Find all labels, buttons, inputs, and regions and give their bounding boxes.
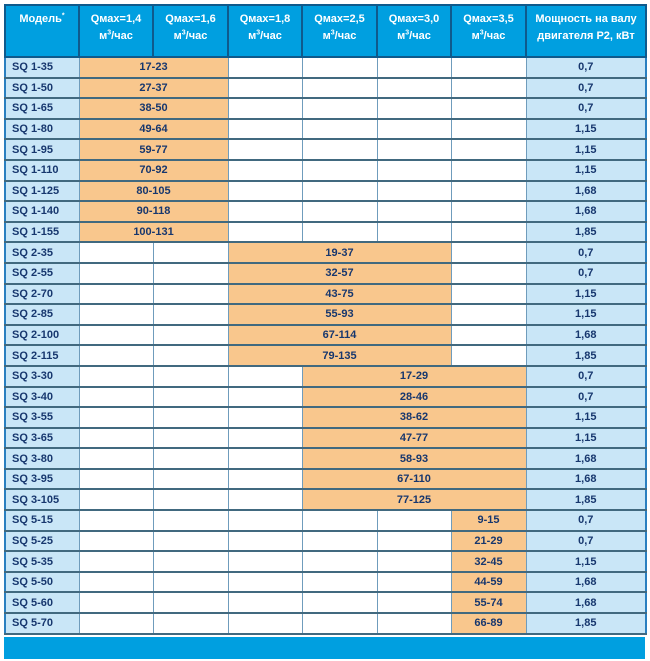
model-cell: SQ 1-80 [5, 119, 79, 140]
header-model-footnote-mark: * [61, 12, 65, 20]
empty-cell [377, 572, 451, 593]
power-cell: 1,68 [526, 592, 646, 613]
table-row [5, 572, 646, 593]
qmax-unit-line: $м^3$/час [322, 29, 357, 42]
empty-cell [451, 304, 526, 325]
model-cell: SQ 5-35 [5, 551, 79, 572]
header-row [5, 5, 646, 57]
empty-cell [153, 242, 228, 263]
model-cell: SQ 1-155 [5, 222, 79, 243]
table-row [5, 263, 646, 284]
empty-cell [377, 613, 451, 634]
head-range-cell: 17-29 [302, 366, 526, 387]
empty-cell [228, 407, 302, 428]
model-cell: SQ 5-25 [5, 531, 79, 552]
head-range-cell: 28-46 [302, 387, 526, 408]
model-cell: SQ 2-85 [5, 304, 79, 325]
head-range-cell: 43-75 [228, 284, 451, 305]
empty-cell [451, 57, 526, 78]
empty-cell [377, 119, 451, 140]
power-cell: 0,7 [526, 510, 646, 531]
table-row [5, 304, 646, 325]
qmax-value-line: Qмах=1,4 [90, 13, 142, 25]
header-power-line1: Мощность на валу [535, 13, 637, 25]
empty-cell [377, 531, 451, 552]
empty-cell [79, 387, 153, 408]
empty-cell [377, 98, 451, 119]
head-range-cell: 21-29 [451, 531, 526, 552]
model-cell: SQ 3-65 [5, 428, 79, 449]
empty-cell [377, 510, 451, 531]
empty-cell [79, 489, 153, 510]
empty-cell [228, 139, 302, 160]
empty-cell [228, 181, 302, 202]
head-range-cell: 77-125 [302, 489, 526, 510]
model-cell: SQ 1-50 [5, 78, 79, 99]
pump-qmax-table [4, 4, 647, 635]
empty-cell [228, 366, 302, 387]
table-row [5, 139, 646, 160]
qmax-unit-line: $м^3$/час [248, 29, 282, 42]
empty-cell [228, 572, 302, 593]
empty-cell [228, 98, 302, 119]
qmax-value-line: Qмах=3,5 [463, 13, 514, 25]
empty-cell [153, 592, 228, 613]
power-cell: 1,68 [526, 201, 646, 222]
empty-cell [153, 572, 228, 593]
empty-cell [377, 160, 451, 181]
empty-cell [228, 160, 302, 181]
power-cell: 0,7 [526, 387, 646, 408]
table-row [5, 510, 646, 531]
head-range-cell: 27-37 [79, 78, 228, 99]
empty-cell [153, 284, 228, 305]
power-cell: 1,68 [526, 572, 646, 593]
empty-cell [377, 222, 451, 243]
header-qmax-5 [377, 5, 451, 57]
empty-cell [302, 119, 377, 140]
power-cell: 0,7 [526, 531, 646, 552]
model-cell: SQ 3-40 [5, 387, 79, 408]
head-range-cell: 19-37 [228, 242, 451, 263]
qmax-value-line: Qмах=1,6 [165, 13, 216, 25]
empty-cell [228, 613, 302, 634]
table-row [5, 345, 646, 366]
empty-cell [153, 366, 228, 387]
head-range-cell: 100-131 [79, 222, 228, 243]
table-row [5, 407, 646, 428]
empty-cell [153, 510, 228, 531]
power-cell: 1,68 [526, 181, 646, 202]
power-cell: 0,7 [526, 242, 646, 263]
head-range-cell: 38-62 [302, 407, 526, 428]
head-range-cell: 90-118 [79, 201, 228, 222]
empty-cell [79, 304, 153, 325]
header-power-line2: двигателя P2, кВт [537, 30, 635, 42]
power-cell: 1,85 [526, 222, 646, 243]
power-cell: 1,15 [526, 139, 646, 160]
empty-cell [451, 78, 526, 99]
model-cell: SQ 2-100 [5, 325, 79, 346]
power-cell: 1,68 [526, 325, 646, 346]
qmax-unit-line: $м^3$/час [471, 29, 506, 42]
empty-cell [228, 551, 302, 572]
table-row [5, 181, 646, 202]
empty-cell [228, 428, 302, 449]
empty-cell [153, 531, 228, 552]
empty-cell [377, 57, 451, 78]
empty-cell [79, 325, 153, 346]
model-cell: SQ 3-55 [5, 407, 79, 428]
empty-cell [228, 510, 302, 531]
model-cell: SQ 1-65 [5, 98, 79, 119]
empty-cell [377, 551, 451, 572]
empty-cell [377, 592, 451, 613]
empty-cell [302, 531, 377, 552]
empty-cell [451, 139, 526, 160]
model-cell: SQ 5-50 [5, 572, 79, 593]
header-power [526, 5, 646, 57]
model-cell: SQ 1-95 [5, 139, 79, 160]
power-cell: 1,85 [526, 613, 646, 634]
empty-cell [79, 407, 153, 428]
table-row [5, 78, 646, 99]
power-cell: 1,15 [526, 407, 646, 428]
table-row [5, 160, 646, 181]
model-cell: SQ 5-15 [5, 510, 79, 531]
empty-cell [451, 119, 526, 140]
table-row [5, 242, 646, 263]
head-range-cell: 32-57 [228, 263, 451, 284]
empty-cell [228, 201, 302, 222]
table-row [5, 613, 646, 634]
model-cell: SQ 2-70 [5, 284, 79, 305]
qmax-unit-line: $м^3$/час [397, 29, 431, 42]
empty-cell [451, 222, 526, 243]
table-row [5, 201, 646, 222]
power-cell: 0,7 [526, 98, 646, 119]
power-cell: 0,7 [526, 366, 646, 387]
empty-cell [153, 387, 228, 408]
qmax-value-line: Qмах=2,5 [314, 13, 365, 25]
head-range-cell: 79-135 [228, 345, 451, 366]
empty-cell [451, 98, 526, 119]
table-row [5, 551, 646, 572]
head-range-cell: 17-23 [79, 57, 228, 78]
head-range-cell: 80-105 [79, 181, 228, 202]
empty-cell [302, 139, 377, 160]
empty-cell [79, 613, 153, 634]
empty-cell [79, 448, 153, 469]
model-cell: SQ 3-30 [5, 366, 79, 387]
empty-cell [228, 222, 302, 243]
table-row [5, 366, 646, 387]
empty-cell [302, 78, 377, 99]
table-row [5, 448, 646, 469]
empty-cell [79, 428, 153, 449]
model-cell: SQ 2-35 [5, 242, 79, 263]
empty-cell [228, 119, 302, 140]
table-row [5, 469, 646, 490]
empty-cell [153, 428, 228, 449]
empty-cell [302, 57, 377, 78]
model-cell: SQ 1-140 [5, 201, 79, 222]
empty-cell [377, 181, 451, 202]
table-row [5, 119, 646, 140]
empty-cell [79, 592, 153, 613]
empty-cell [451, 345, 526, 366]
header-qmax-3 [228, 5, 302, 57]
empty-cell [377, 201, 451, 222]
power-cell: 1,15 [526, 284, 646, 305]
empty-cell [79, 284, 153, 305]
model-cell: SQ 2-115 [5, 345, 79, 366]
head-range-cell: 49-64 [79, 119, 228, 140]
empty-cell [79, 345, 153, 366]
empty-cell [153, 304, 228, 325]
table-row [5, 57, 646, 78]
power-cell: 1,15 [526, 551, 646, 572]
model-cell: SQ 2-55 [5, 263, 79, 284]
empty-cell [79, 531, 153, 552]
model-cell: SQ 3-95 [5, 469, 79, 490]
head-range-cell: 9-15 [451, 510, 526, 531]
table-row [5, 222, 646, 243]
header-model-label: Модель [19, 13, 62, 25]
footer-bar [4, 637, 645, 659]
empty-cell [228, 489, 302, 510]
head-range-cell: 44-59 [451, 572, 526, 593]
head-range-cell: 59-77 [79, 139, 228, 160]
empty-cell [302, 160, 377, 181]
qmax-unit-line: $м^3$/час [173, 29, 208, 42]
empty-cell [79, 469, 153, 490]
empty-cell [451, 242, 526, 263]
empty-cell [302, 98, 377, 119]
header-model [5, 5, 79, 57]
model-cell: SQ 5-60 [5, 592, 79, 613]
empty-cell [153, 345, 228, 366]
power-cell: 0,7 [526, 78, 646, 99]
power-cell: 0,7 [526, 57, 646, 78]
head-range-cell: 55-93 [228, 304, 451, 325]
empty-cell [302, 592, 377, 613]
empty-cell [79, 242, 153, 263]
power-cell: 1,68 [526, 469, 646, 490]
empty-cell [451, 263, 526, 284]
empty-cell [153, 469, 228, 490]
head-range-cell: 67-114 [228, 325, 451, 346]
table-row [5, 387, 646, 408]
table-row [5, 592, 646, 613]
empty-cell [228, 387, 302, 408]
header-qmax-2 [153, 5, 228, 57]
table-body [5, 57, 646, 634]
empty-cell [302, 510, 377, 531]
empty-cell [153, 489, 228, 510]
model-cell: SQ 3-105 [5, 489, 79, 510]
empty-cell [79, 551, 153, 572]
empty-cell [377, 139, 451, 160]
head-range-cell: 32-45 [451, 551, 526, 572]
table-row [5, 284, 646, 305]
header-qmax-6 [451, 5, 526, 57]
empty-cell [79, 263, 153, 284]
model-cell: SQ 1-35 [5, 57, 79, 78]
power-cell: 1,85 [526, 345, 646, 366]
empty-cell [79, 366, 153, 387]
head-range-cell: 58-93 [302, 448, 526, 469]
qmax-unit-line: $м^3$/час [99, 29, 133, 42]
empty-cell [153, 613, 228, 634]
empty-cell [302, 181, 377, 202]
empty-cell [79, 510, 153, 531]
power-cell: 1,15 [526, 160, 646, 181]
empty-cell [451, 181, 526, 202]
model-cell: SQ 1-125 [5, 181, 79, 202]
power-cell: 1,85 [526, 489, 646, 510]
empty-cell [451, 201, 526, 222]
table-row [5, 98, 646, 119]
empty-cell [302, 222, 377, 243]
empty-cell [302, 551, 377, 572]
qmax-value-line: Qмах=1,8 [239, 13, 291, 25]
head-range-cell: 70-92 [79, 160, 228, 181]
table-row [5, 325, 646, 346]
empty-cell [153, 407, 228, 428]
power-cell: 1,15 [526, 304, 646, 325]
empty-cell [228, 57, 302, 78]
qmax-value-line: Qмах=3,0 [388, 13, 440, 25]
head-range-cell: 38-50 [79, 98, 228, 119]
empty-cell [153, 448, 228, 469]
empty-cell [153, 551, 228, 572]
table-row [5, 489, 646, 510]
empty-cell [228, 531, 302, 552]
empty-cell [451, 284, 526, 305]
table-row [5, 428, 646, 449]
head-range-cell: 66-89 [451, 613, 526, 634]
empty-cell [377, 78, 451, 99]
empty-cell [302, 201, 377, 222]
empty-cell [451, 325, 526, 346]
power-cell: 1,15 [526, 119, 646, 140]
head-range-cell: 67-110 [302, 469, 526, 490]
empty-cell [228, 78, 302, 99]
header-qmax-1 [79, 5, 153, 57]
empty-cell [153, 263, 228, 284]
empty-cell [302, 613, 377, 634]
power-cell: 1,68 [526, 448, 646, 469]
head-range-cell: 55-74 [451, 592, 526, 613]
head-range-cell: 47-77 [302, 428, 526, 449]
empty-cell [302, 572, 377, 593]
empty-cell [228, 469, 302, 490]
model-cell: SQ 3-80 [5, 448, 79, 469]
empty-cell [153, 325, 228, 346]
empty-cell [451, 160, 526, 181]
power-cell: 1,15 [526, 428, 646, 449]
empty-cell [228, 592, 302, 613]
empty-cell [228, 448, 302, 469]
empty-cell [79, 572, 153, 593]
header-qmax-4 [302, 5, 377, 57]
table-row [5, 531, 646, 552]
model-cell: SQ 1-110 [5, 160, 79, 181]
model-cell: SQ 5-70 [5, 613, 79, 634]
power-cell: 0,7 [526, 263, 646, 284]
